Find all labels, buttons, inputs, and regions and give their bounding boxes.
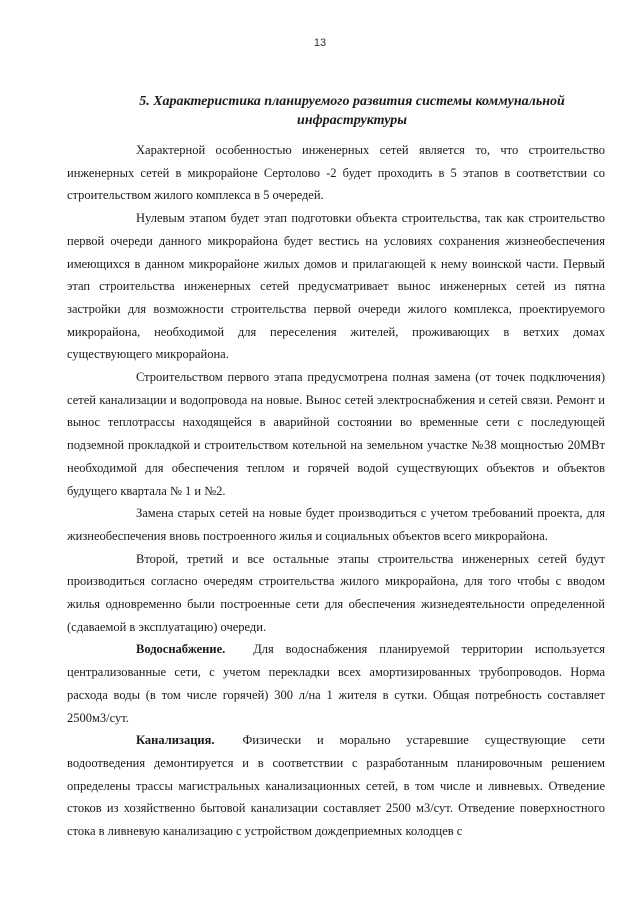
section-number: 5. bbox=[139, 94, 150, 109]
paragraph-text: Характерной особенностью инженерных сетей является то, что строительство инженерных сетей в микрорайоне Сертолово -2 будет проходить в 5 этапов в соответствии со строительством жилого комплекса в 5 очередей. bbox=[67, 143, 605, 203]
paragraph-text: Замена старых сетей на новые будет производиться с учетом требований проекта, для жизнеобеспечения вновь построенного жилья и социальных объектов всего микрорайона. bbox=[67, 506, 605, 543]
paragraph bbox=[67, 207, 605, 366]
paragraph-text: Физически и морально устаревшие существующие сети водоотведения демонтируется и в соответствии с разработанным планировочным решением определены трассы магистральных канализационных сетей, в том числе и ливневых. Отведение стоков из хозяйственно бытовой канализации составляет 2500 м3/сут. Отведение поверхностного стока в ливневую канализацию с устройством дождеприемных колодцев с bbox=[67, 733, 605, 839]
paragraph-label: Водоснабжение. bbox=[136, 642, 226, 657]
paragraph-text: Для водоснабжения планируемой территории используется централизованные сети, с учетом перекладки всех амортизированных трубопроводов. Норма расхода воды (в том числе горячей) 300 л/на 1 жителя в сутки. Общая потребность составляет 2500м3/сут. bbox=[67, 642, 605, 725]
paragraph-label: Канализация. bbox=[136, 733, 215, 748]
section-heading bbox=[100, 92, 604, 130]
page-number: 13 bbox=[313, 37, 327, 49]
section-title: Характеристика планируемого развития системы коммунальной инфраструктуры bbox=[153, 94, 565, 128]
document-body bbox=[67, 139, 605, 843]
paragraph bbox=[67, 139, 605, 207]
paragraph-text: Строительством первого этапа предусмотрена полная замена (от точек подключения) сетей канализации и водопровода на новые. Вынос сетей электроснабжения и сетей связи. Ремонт и вынос теплотрассы находящейся в аварийной состоянии во временные сети с последующей подземной прокладкой и строительством котельной на земельном участке №38 мощностью 20МВт необходимой для обеспечения теплом и горячей водой существующих объектов и объектов будущего квартала № 1 и №2. bbox=[67, 370, 605, 498]
paragraph-water-supply bbox=[67, 638, 605, 729]
paragraph-text: Второй, третий и все остальные этапы строительства инженерных сетей будут производиться согласно очередям строительства жилого микрорайона, для того чтобы с вводом жилья одновременно были построенные сети для обеспечения жизнедеятельности определенной (сдаваемой в эксплуатацию) очереди. bbox=[67, 551, 605, 634]
paragraph bbox=[67, 502, 605, 547]
paragraph bbox=[67, 366, 605, 502]
paragraph-sewerage bbox=[67, 729, 605, 843]
paragraph bbox=[67, 548, 605, 639]
paragraph-text: Нулевым этапом будет этап подготовки объекта строительства, так как строительство первой очереди данного микрорайона будет вестись на условиях сохранения жизнеобеспечения имеющихся в данном микрорайоне жилых домов и прилагающей к нему воинской части. Первый этап строительства инженерных сетей предусматривает вынос инженерных сетей из пятна застройки для возможности строительства первой очереди жилого комплекса, проектируемого микрорайона, необходимой для переселения жителей, проживающих в ветхих домах существующего микрорайона. bbox=[67, 211, 605, 362]
